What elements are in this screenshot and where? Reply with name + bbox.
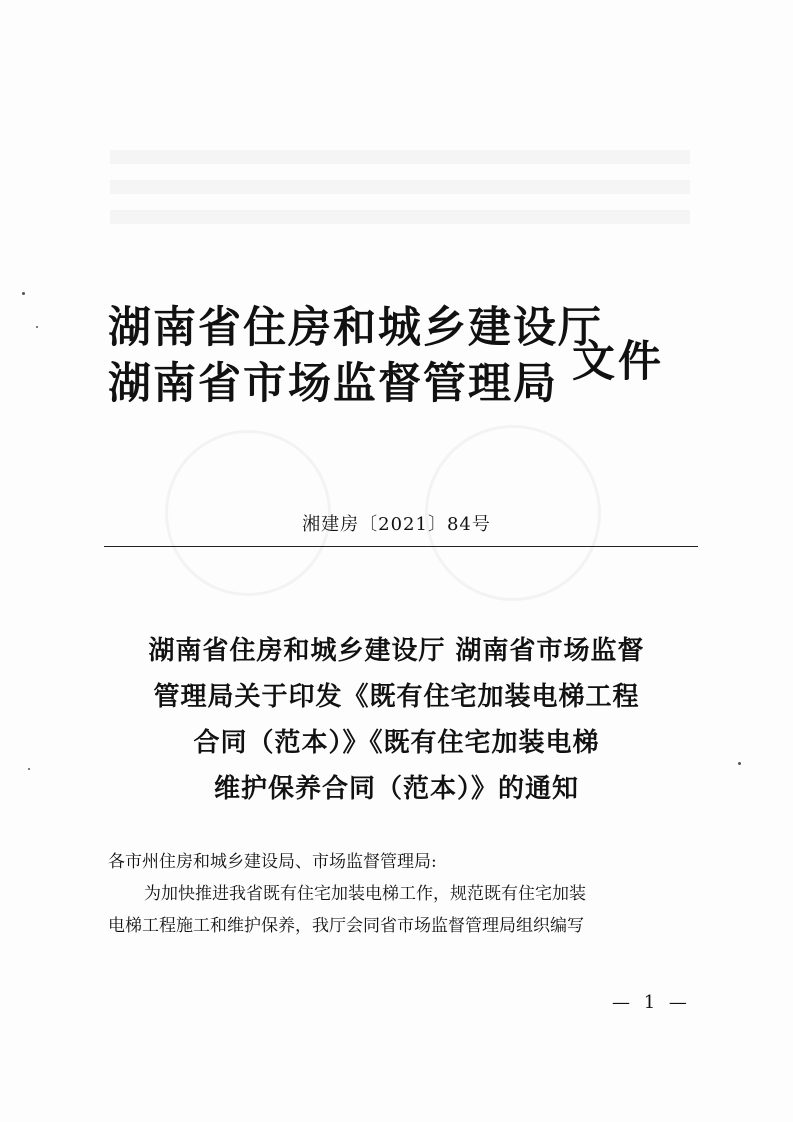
document-body (108, 846, 698, 942)
file-label: 文件 (572, 337, 664, 387)
page-number: — 1 — (612, 992, 691, 1013)
scan-speck (22, 292, 25, 295)
body-line: 为加快推进我省既有住宅加装电梯工作，规范既有住宅加装 (144, 884, 586, 904)
document-number: 湘建房〔2021〕84号 (302, 514, 491, 535)
body-line: 电梯工程施工和维护保养，我厅会同省市场监督管理局组织编写 (108, 916, 584, 936)
salutation: 各市州住房和城乡建设局、市场监督管理局: (108, 852, 437, 872)
scan-speck (36, 326, 38, 328)
issuing-authorities (108, 300, 603, 412)
title-line: 湖南省住房和城乡建设厅 湖南省市场监督 (148, 636, 645, 666)
show-through-texture (110, 150, 690, 240)
issuer-line: 湖南省住房和城乡建设厅 (108, 303, 603, 353)
header-divider (104, 546, 698, 547)
issuer-line: 湖南省市场监督管理局 (108, 359, 558, 409)
title-line: 管理局关于印发《既有住宅加装电梯工程 (153, 682, 640, 712)
document-title (0, 628, 793, 812)
title-line: 维护保养合同（范本）》的通知 (213, 774, 579, 804)
title-line: 合同（范本）》《既有住宅加装电梯 (193, 728, 600, 758)
